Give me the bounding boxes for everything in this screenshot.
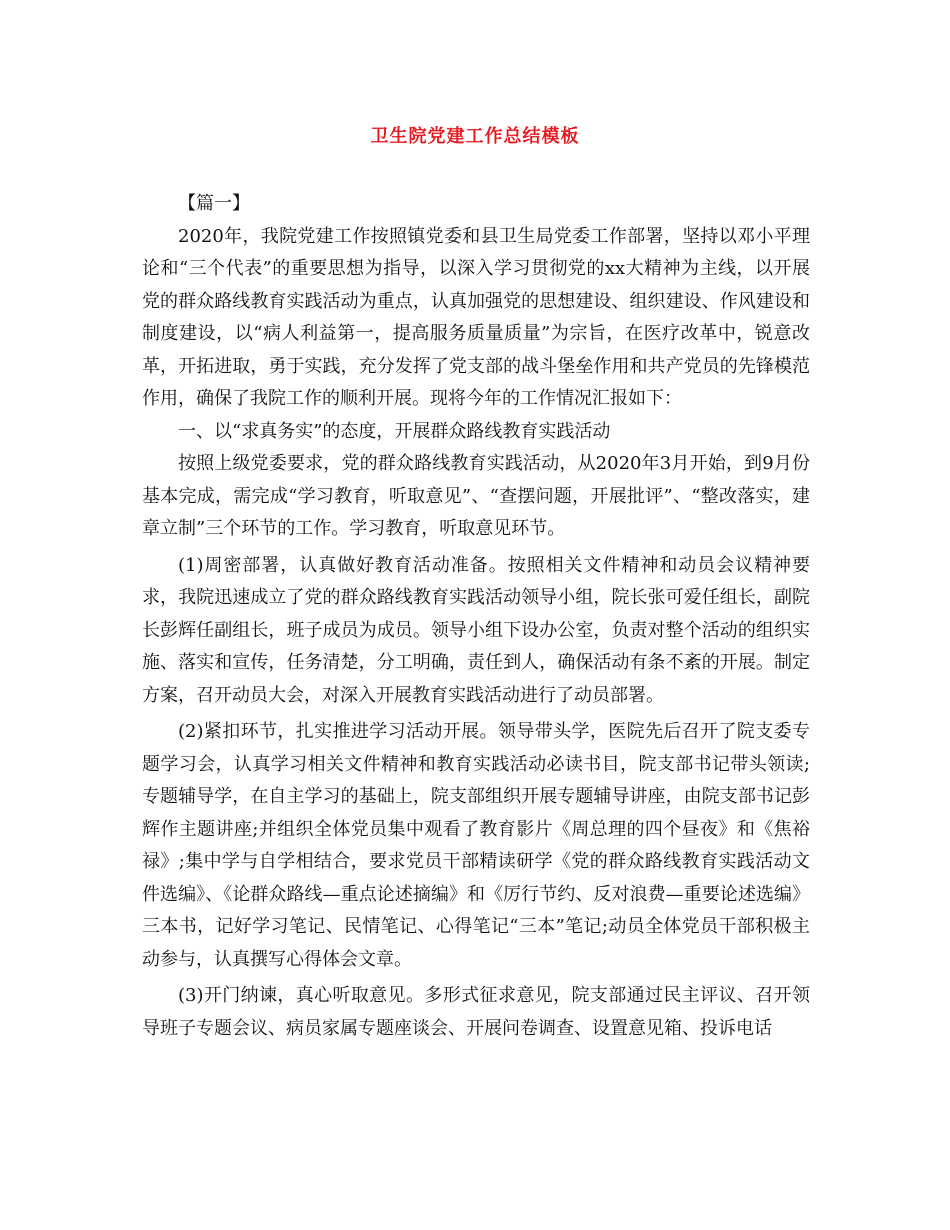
paragraph-intro: 2020年，我院党建工作按照镇党委和县卫生局党委工作部署，坚持以邓小平理论和“三个代表”的重要思想为指导，以深入学习贯彻党的xx大精神为主线，以开展党的群众路线教育实践活动为重点，认真加强党的思想建设、组织建设、作风建设和制度建设，以“病人利益第一，提高服务质量质量”为宗旨，在医疗改革中，锐意改革，开拓进取，勇于实践，充分发挥了党支部的战斗堡垒作用和共产党员的先锋模范作用，确保了我院工作的顺利开展。现将今年的工作情况汇报如下： [142,225,810,409]
paragraph-requirements: 按照上级党委要求，党的群众路线教育实践活动，从2020年3月开始，到9月份基本完成，需完成“学习教育，听取意见”、“查摆问题，开展批评”、“整改落实，建章立制”三个环节的工作。学习教育，听取意见环节。 [142,453,810,539]
document-title: 卫生院党建工作总结模板 [370,126,580,147]
section-label: 【篇一】 [178,193,250,214]
paragraph-item-2: (2)紧扣环节，扎实推进学习活动开展。领导带头学，医院先后召开了院支委专题学习会，认真学习相关文件精神和教育实践活动必读书目，院支部书记带头领读;专题辅导学，在自主学习的基础上，院支部组织开展专题辅导讲座，由院支部书记彭辉作主题讲座;并组织全体党员集中观看了教育影片《周总理的四个昼夜》和《焦裕禄》;集中学与自学相结合，要求党员干部精读研学《党的群众路线教育实践活动文件选编》、《论群众路线—重点论述摘编》和《厉行节约、反对浪费—重要论述选编》三本书，记好学习笔记、民情笔记、心得笔记“三本”笔记;动员全体党员干部积极主动参与，认真撰写心得体会文章。 [142,721,810,970]
section-heading: 一、以“求真务实”的态度，开展群众路线教育实践活动 [178,420,611,442]
paragraph-item-1: (1)周密部署，认真做好教育活动准备。按照相关文件精神和动员会议精神要求，我院迅速成立了党的群众路线教育实践活动领导小组，院长张可爱任组长，副院长彭辉任副组长，班子成员为成员。领导小组下设办公室，负责对整个活动的组织实施、落实和宣传，任务清楚，分工明确，责任到人，确保活动有条不紊的开展。制定方案，召开动员大会，对深入开展教育实践活动进行了动员部署。 [142,554,810,706]
document-body [142,188,810,1045]
paragraph-item-3: (3)开门纳谏，真心听取意见。多形式征求意见，院支部通过民主评议、召开领导班子专题会议、病员家属专题座谈会、开展问卷调查、设置意见箱、投诉电话 [142,985,810,1039]
